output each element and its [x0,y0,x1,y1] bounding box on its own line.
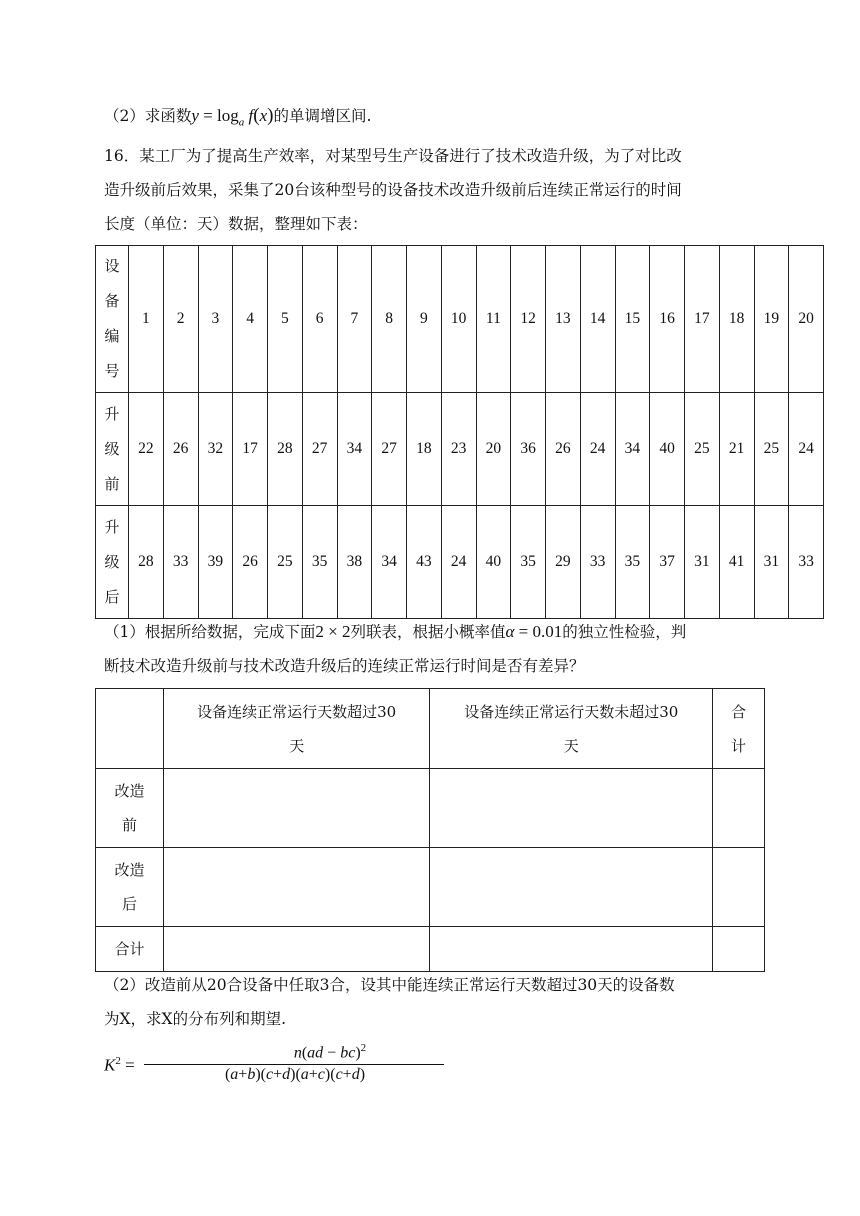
table-cell: 35 [511,506,546,619]
table-cell: 16 [650,246,685,393]
table-size-formula: 2 × 2 [315,622,351,641]
row-equipment-number [96,246,824,393]
q16-line-3: 长度（单位：天）数据，整理如下表： [104,215,368,233]
table-cell: 34 [615,393,650,506]
table-cell: 40 [650,393,685,506]
table-cell: 27 [372,393,407,506]
equipment-data-table [95,245,824,619]
table-cell: 24 [441,506,476,619]
table-cell: 15 [615,246,650,393]
row-after-upgrade [96,506,824,619]
part2-line-1: （2）改造前从20合设备中任取3合，设其中能连续正常运行天数超过30天的设备数 [104,976,675,994]
table-cell: 20 [476,393,511,506]
col-header-not-over-30: 设备连续正常运行天数未超过30 天 [430,689,713,769]
table-cell: 17 [233,393,268,506]
table-cell: 6 [302,246,337,393]
corner-cell [96,689,164,769]
k-squared-lhs: $K^2$ = [104,1055,135,1075]
row-header-after: 改造 后 [96,848,164,927]
table-cell: 19 [754,246,789,393]
row-before-upgrade [96,393,824,506]
table-cell: 35 [302,506,337,619]
part1-suffix: 的独立性检验，判 [562,623,687,641]
table-cell: 14 [580,246,615,393]
table-cell: 39 [198,506,233,619]
blank-cell [430,848,713,927]
contingency-table [95,688,765,972]
q16-line-1: 16．某工厂为了提高生产效率，对某型号生产设备进行了技术改造升级，为了对比改 [104,147,682,165]
part1-line-1 [104,622,686,642]
row-header: 升 级 前 [96,393,129,506]
table-cell: 41 [719,506,754,619]
k-squared-numerator: n(ad − bc)$^2$ [293,1042,367,1062]
col-header-total: 合 计 [713,689,765,769]
blank-cell [713,848,765,927]
fraction-bar [144,1064,444,1065]
alpha-value: 0.01 [532,622,563,641]
alpha-formula: α = 0.01 [505,622,563,641]
table-cell: 18 [407,393,442,506]
table-cell: 3 [198,246,233,393]
table-cell: 23 [441,393,476,506]
table-cell: 31 [685,506,720,619]
blank-cell [713,927,765,972]
table-cell: 29 [546,506,581,619]
table-cell: 24 [580,393,615,506]
table-cell: 27 [302,393,337,506]
table-cell: 28 [268,393,303,506]
table-cell: 37 [650,506,685,619]
blank-cell [163,927,430,972]
k-squared-denominator: (a+b)(c+d)(a+c)(c+d) [224,1066,366,1083]
table-cell: 17 [685,246,720,393]
table-cell: 33 [789,506,824,619]
table-cell: 34 [337,393,372,506]
part1-prefix: （1）根据所给数据，完成下面 [104,623,316,641]
table-cell: 1 [129,246,164,393]
col-header-over-30: 设备连续正常运行天数超过30 天 [163,689,430,769]
row-header-total: 合计 [96,927,164,972]
row-header: 升 级 后 [96,506,129,619]
table-cell: 11 [476,246,511,393]
table-cell: 25 [268,506,303,619]
table-cell: 35 [615,506,650,619]
part2-line-2: 为X，求X的分布列和期望. [104,1010,286,1028]
table-cell: 5 [268,246,303,393]
blank-cell [163,769,430,848]
table-cell: 33 [580,506,615,619]
blank-cell [163,848,430,927]
q15-part2-line [104,106,371,132]
table-cell: 9 [407,246,442,393]
table-cell: 4 [233,246,268,393]
table-cell: 31 [754,506,789,619]
table-cell: 13 [546,246,581,393]
blank-cell [430,927,713,972]
row-header-before: 改造 前 [96,769,164,848]
table-cell: 25 [685,393,720,506]
table-cell: 8 [372,246,407,393]
table-cell: 28 [129,506,164,619]
table-cell: 24 [789,393,824,506]
table-cell: 26 [546,393,581,506]
table-cell: 2 [163,246,198,393]
table-cell: 7 [337,246,372,393]
q16-line-2: 造升级前后效果，采集了20台该种型号的设备技术改造升级前后连续正常运行的时间 [104,181,682,199]
table-cell: 33 [163,506,198,619]
table-cell: 26 [233,506,268,619]
table-cell: 34 [372,506,407,619]
table-cell: 12 [511,246,546,393]
q15-part2-prefix: （2）求函数 [104,107,192,125]
blank-cell [713,769,765,848]
table-cell: 21 [719,393,754,506]
table-cell: 38 [337,506,372,619]
table-cell: 32 [198,393,233,506]
table-cell: 22 [129,393,164,506]
part1-line-2: 断技术改造升级前与技术改造升级后的连续正常运行时间是否有差异？ [104,657,585,675]
part1-mid: 列联表，根据小概率值 [350,623,506,641]
table-cell: 43 [407,506,442,619]
table-cell: 40 [476,506,511,619]
q15-part2-suffix: 的单调增区间. [273,107,372,125]
table-cell: 18 [719,246,754,393]
table-cell: 25 [754,393,789,506]
table-cell: 36 [511,393,546,506]
blank-cell [430,769,713,848]
table-cell: 10 [441,246,476,393]
table-cell: 26 [163,393,198,506]
log-function-formula: $y = \log_a f(x)$ [191,105,274,129]
row-header: 设 备 编 号 [96,246,129,393]
table-cell: 20 [789,246,824,393]
